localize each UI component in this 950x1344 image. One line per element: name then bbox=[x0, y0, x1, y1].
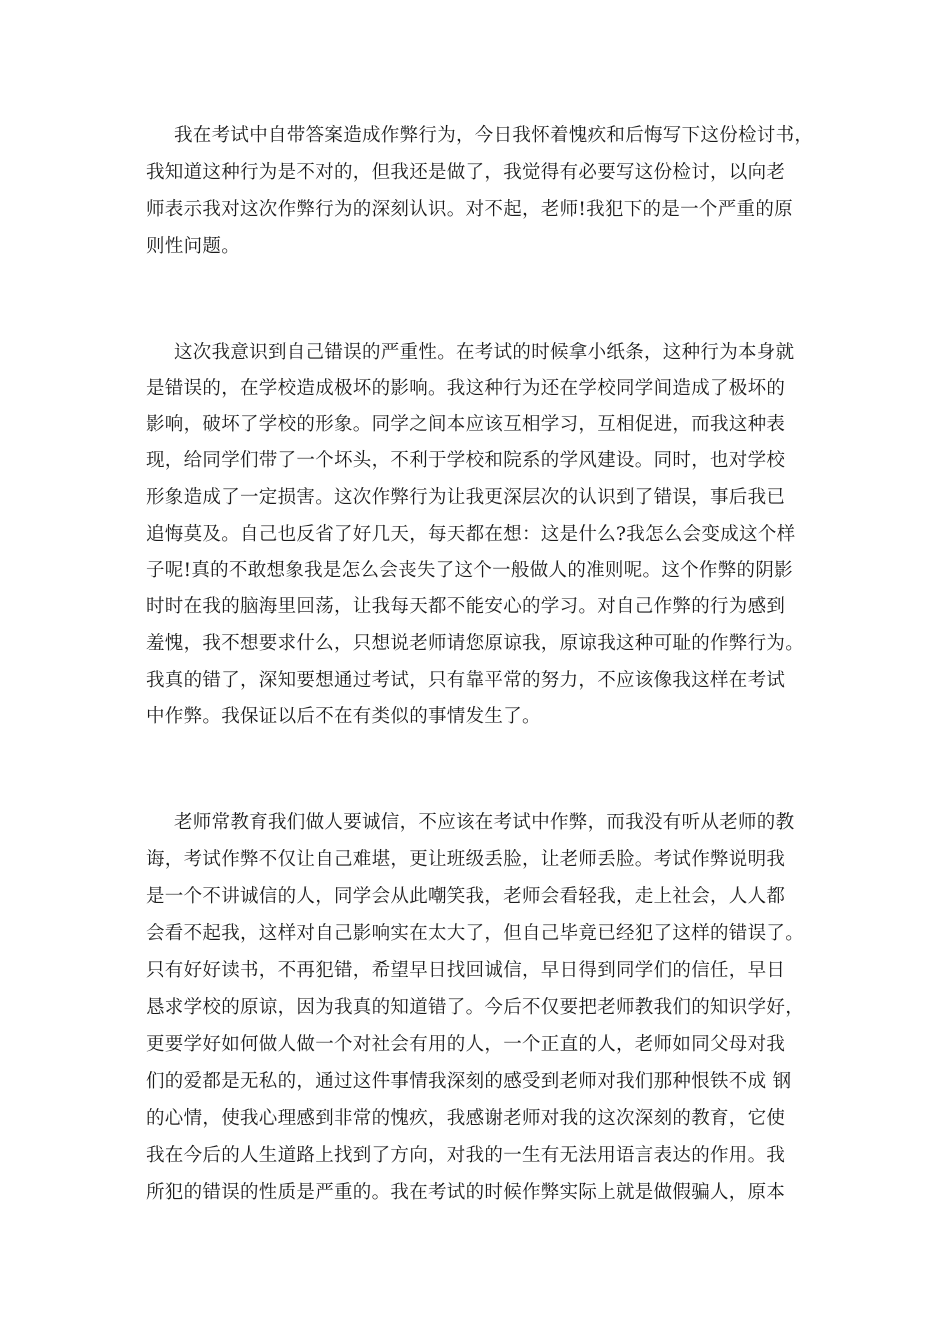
paragraph-3-line-9: 的心情，使我心理感到非常的愧疚，我感谢老师对我的这次深刻的教育，它使 bbox=[146, 1108, 786, 1129]
paragraph-3-line-2: 诲，考试作弊不仅让自己难堪，更让班级丢脸，让老师丢脸。考试作弊说明我 bbox=[146, 849, 786, 870]
paragraph-3-line-7: 更要学好如何做人做一个对社会有用的人，一个正直的人，老师如同父母对我 bbox=[146, 1034, 786, 1055]
paragraph-1-line-2: 我知道这种行为是不对的，但我还是做了，我觉得有必要写这份检讨，以向老 bbox=[146, 162, 786, 183]
paragraph-3-line-1: 老师常教育我们做人要诚信，不应该在考试中作弊，而我没有听从老师的教 bbox=[174, 812, 795, 833]
paragraph-2-line-11: 中作弊。我保证以后不在有类似的事情发生了。 bbox=[146, 706, 541, 727]
paragraph-3-line-10: 我在今后的人生道路上找到了方向，对我的一生有无法用语言表达的作用。我 bbox=[146, 1145, 786, 1166]
paragraph-2-line-4: 现，给同学们带了一个坏头，不利于学校和院系的学风建设。同时，也对学校 bbox=[146, 450, 786, 471]
paragraph-2-line-7: 子呢!真的不敢想象我是怎么会丧失了这个一般做人的准则呢。这个作弊的阴影 bbox=[146, 560, 793, 581]
paragraph-1-line-1: 我在考试中自带答案造成作弊行为，今日我怀着愧疚和后悔写下这份检讨书， bbox=[174, 125, 814, 146]
paragraph-1-line-3: 师表示我对这次作弊行为的深刻认识。对不起，老师!我犯下的是一个严重的原 bbox=[146, 199, 793, 220]
paragraph-3-line-4: 会看不起我，这样对自己影响实在太大了，但自己毕竟已经犯了这样的错误了。 bbox=[146, 923, 805, 944]
paragraph-2-line-10: 我真的错了，深知要想通过考试，只有靠平常的努力，不应该像我这样在考试 bbox=[146, 670, 786, 691]
paragraph-1-line-4: 则性问题。 bbox=[146, 236, 241, 257]
paragraph-2-line-5: 形象造成了一定损害。这次作弊行为让我更深层次的认识到了错误，事后我已 bbox=[146, 487, 786, 508]
paragraph-2-line-6: 追悔莫及。自己也反省了好几天，每天都在想：这是什么?我怎么会变成这个样 bbox=[146, 524, 796, 545]
paragraph-2-line-3: 影响，破坏了学校的形象。同学之间本应该互相学习，互相促进，而我这种表 bbox=[146, 414, 786, 435]
paragraph-2-line-9: 羞愧，我不想要求什么，只想说老师请您原谅我，原谅我这种可耻的作弊行为。 bbox=[146, 633, 805, 654]
paragraph-2-line-8: 时时在我的脑海里回荡，让我每天都不能安心的学习。对自己作弊的行为感到 bbox=[146, 596, 786, 617]
paragraph-3-line-3: 是一个不讲诚信的人，同学会从此嘲笑我，老师会看轻我，走上社会，人人都 bbox=[146, 886, 786, 907]
paragraph-2-line-1: 这次我意识到自己错误的严重性。在考试的时候拿小纸条，这种行为本身就 bbox=[174, 342, 795, 363]
paragraph-3-line-11: 所犯的错误的性质是严重的。我在考试的时候作弊实际上就是做假骗人，原本 bbox=[146, 1182, 786, 1203]
paragraph-3-line-8: 们的爱都是无私的，通过这件事情我深刻的感受到老师对我们那种恨铁不成 钢 bbox=[146, 1071, 792, 1092]
paragraph-3-line-6: 恳求学校的原谅，因为我真的知道错了。今后不仅要把老师教我们的知识学好， bbox=[146, 997, 805, 1018]
paragraph-2-line-2: 是错误的，在学校造成极坏的影响。我这种行为还在学校同学间造成了极坏的 bbox=[146, 378, 786, 399]
paragraph-3-line-5: 只有好好读书，不再犯错，希望早日找回诚信，早日得到同学们的信任，早日 bbox=[146, 960, 786, 981]
